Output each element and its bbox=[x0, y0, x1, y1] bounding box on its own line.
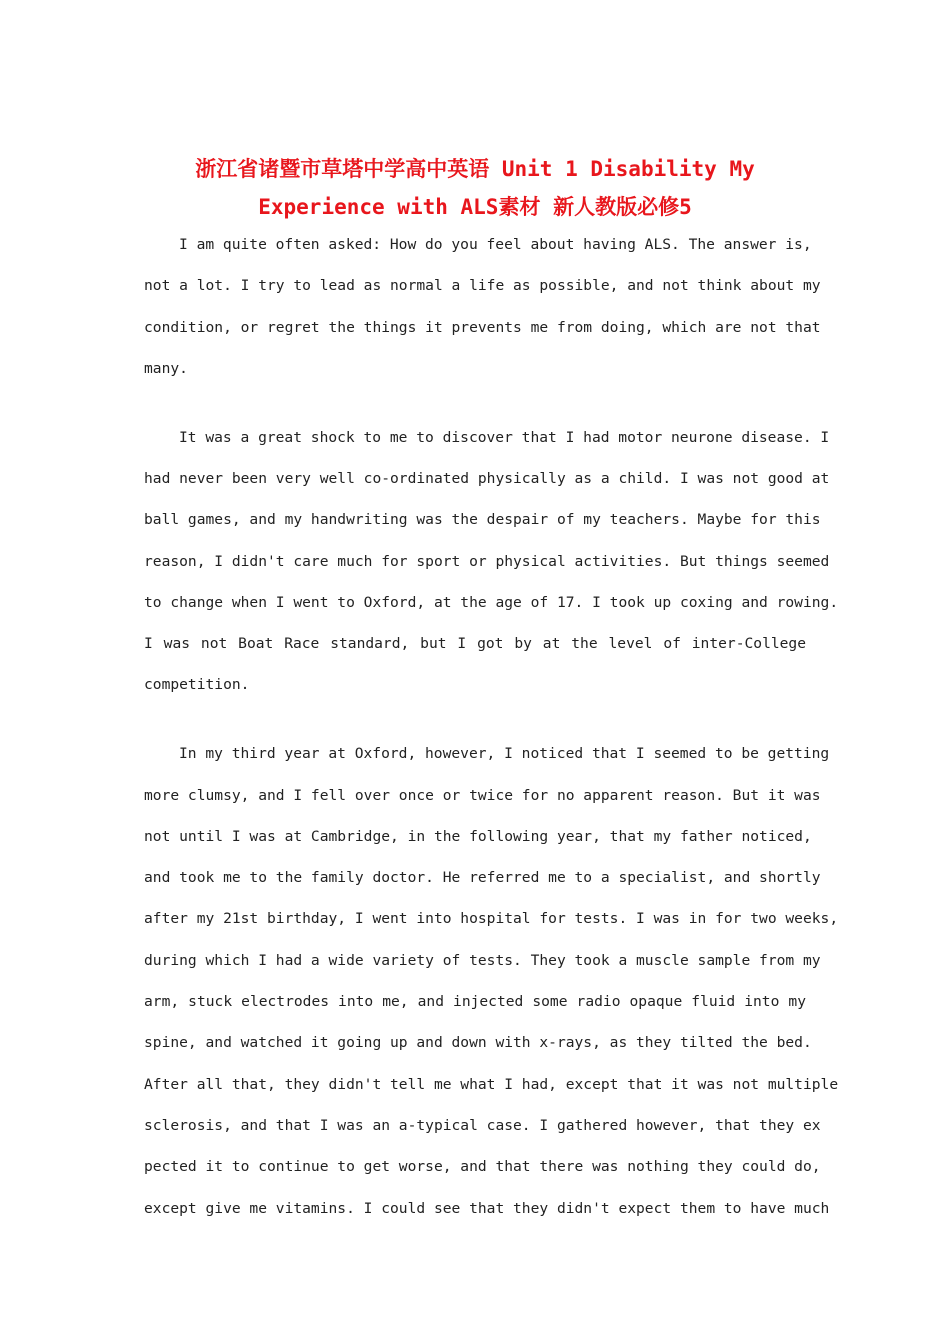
text-line: had never been very well co-ordinated physically as a child. I was not good at bbox=[144, 469, 830, 487]
text-line: condition, or regret the things it prevents me from doing, which are not that bbox=[144, 318, 821, 336]
text-line: It was a great shock to me to discover that I had motor neurone disease. I bbox=[179, 428, 830, 446]
text-line: pected it to continue to get worse, and that there was nothing they could do, bbox=[144, 1158, 821, 1176]
paragraph-3 bbox=[144, 733, 839, 1229]
text-line: many. bbox=[144, 359, 188, 377]
text-line: sclerosis, and that I was an a-typical case. I gathered however, that they ex bbox=[144, 1116, 821, 1134]
text-line: during which I had a wide variety of tests. They took a muscle sample from my bbox=[144, 951, 821, 969]
text-line: more clumsy, and I fell over once or twice for no apparent reason. But it was bbox=[144, 786, 821, 804]
text-line: spine, and watched it going up and down with x-rays, as they tilted the bed. bbox=[144, 1034, 812, 1052]
title-line-1: 浙江省诸暨市草塔中学高中英语 Unit 1 Disability My bbox=[195, 157, 755, 181]
paragraph-2 bbox=[144, 417, 839, 706]
paragraph-1 bbox=[144, 224, 821, 389]
text-line: I am quite often asked: How do you feel about having ALS. The answer is, bbox=[179, 236, 812, 253]
text-line: after my 21st birthday, I went into hospital for tests. I was in for two weeks, bbox=[144, 910, 839, 928]
text-line: not until I was at Cambridge, in the following year, that my father noticed, bbox=[144, 827, 812, 845]
text-line: reason, I didn't care much for sport or physical activities. But things seemed bbox=[144, 552, 830, 570]
text-line: arm, stuck electrodes into me, and injected some radio opaque fluid into my bbox=[144, 993, 806, 1011]
text-line: ball games, and my handwriting was the despair of my teachers. Maybe for this bbox=[144, 511, 821, 529]
text-line: competition. bbox=[144, 676, 250, 694]
text-line: After all that, they didn't tell me what I had, except that it was not multiple bbox=[144, 1075, 839, 1093]
text-line: I was not Boat Race standard, but I got by at the level of inter-College bbox=[144, 635, 806, 653]
document-body bbox=[144, 224, 839, 1256]
text-line: except give me vitamins. I could see that they didn't expect them to have much bbox=[144, 1199, 830, 1217]
text-line: and took me to the family doctor. He referred me to a specialist, and shortly bbox=[144, 869, 821, 887]
text-line: to change when I went to Oxford, at the age of 17. I took up coxing and rowing. bbox=[144, 593, 839, 611]
text-line: not a lot. I try to lead as normal a life as possible, and not think about my bbox=[144, 277, 821, 295]
title-line-2: Experience with ALS素材 新人教版必修5 bbox=[258, 195, 692, 219]
text-line: In my third year at Oxford, however, I noticed that I seemed to be getting bbox=[179, 745, 830, 763]
document-title bbox=[144, 150, 806, 226]
